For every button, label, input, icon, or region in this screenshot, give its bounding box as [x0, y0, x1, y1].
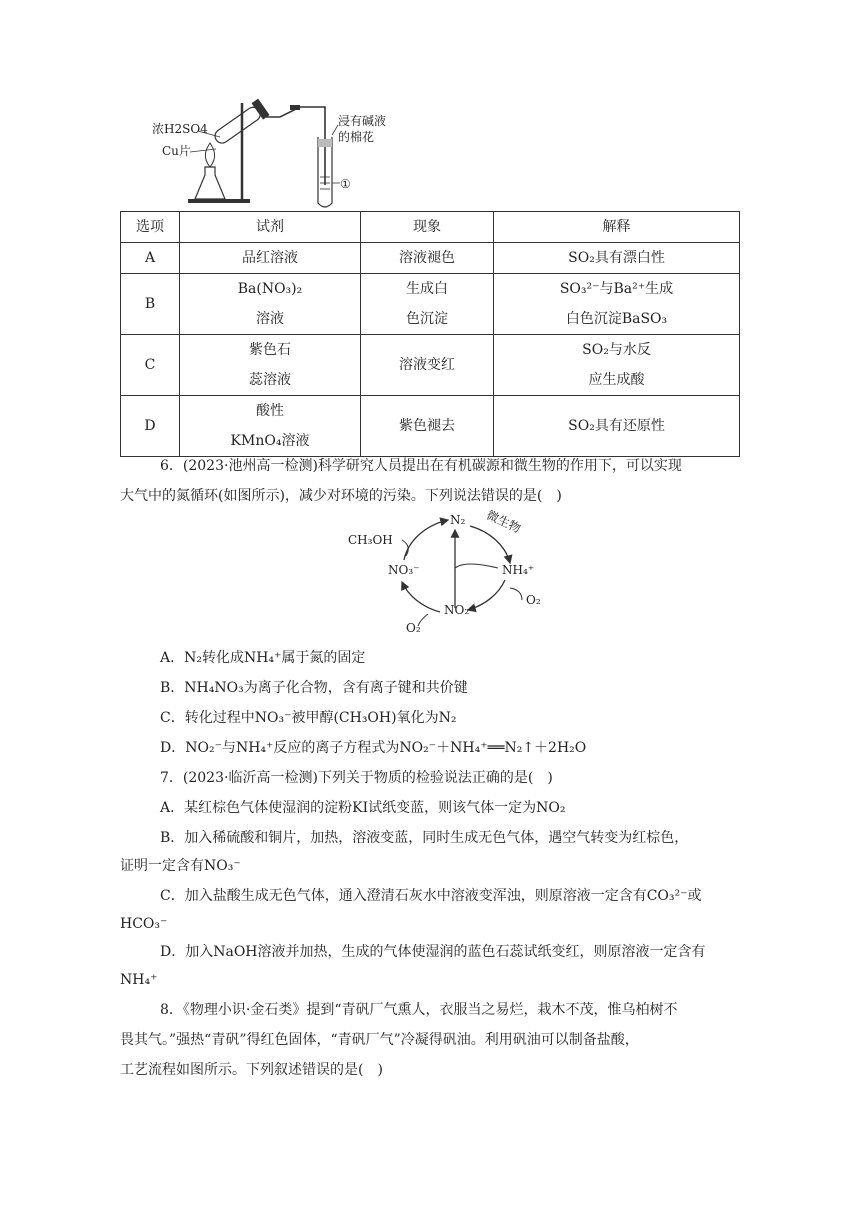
row-phenomenon-line: 色沉淀: [406, 311, 448, 327]
row-explanation: SO₂具有还原性: [494, 396, 740, 457]
n2-label: N₂: [450, 513, 466, 527]
branch-from-nh4: [455, 564, 498, 568]
q6-option-c: C．转化过程中NO₃⁻被甲醇(CH₃OH)氧化为N₂: [160, 710, 457, 726]
row-reagent-line: 紫色石: [249, 342, 291, 358]
arrow-no3-to-n2: [404, 520, 448, 560]
options-table: [120, 211, 740, 457]
row-option: D: [121, 396, 180, 457]
row-reagent: [180, 274, 361, 335]
row-reagent-line: KMnO₄溶液: [230, 433, 310, 449]
row-explanation-line: SO₃²⁻与Ba²⁺生成: [559, 281, 674, 297]
row-explanation: SO₂具有漂白性: [494, 243, 740, 274]
q7-option-b-line1: B．加入稀硫酸和铜片，加热，溶液变蓝，同时生成无色气体，遇空气转变为红棕色，: [160, 830, 689, 846]
header-reagent: 试剂: [180, 212, 361, 243]
nh4-label: NH₄⁺: [502, 563, 535, 577]
ch3oh-label: CH₃OH: [348, 533, 393, 547]
q6-option-a: A．N₂转化成NH₄⁺属于氮的固定: [160, 650, 366, 666]
cotton-plug: [318, 139, 332, 147]
q6-option-b: B．NH₄NO₃为离子化合物，含有离子键和共价键: [160, 680, 468, 696]
microbe-label: 微生物: [484, 507, 523, 536]
row-phenomenon: 溶液褪色: [361, 243, 494, 274]
q8-line1: 8．《物理小识·金石类》提到“青矾厂气熏人，衣服当之易烂，栽木不茂，惟乌柏树不: [160, 1002, 678, 1018]
arrow-n2-to-nh4: [470, 526, 510, 563]
q7-stem: 7．(2023·临沂高一检测)下列关于物质的检验说法正确的是( ): [160, 770, 553, 786]
o2-right-label: O₂: [526, 593, 541, 607]
cotton-label-1: 浸有碱液: [338, 114, 387, 128]
header-explanation: 解释: [494, 212, 740, 243]
table-row: [121, 243, 740, 274]
table-row: [121, 396, 740, 457]
q7-option-a: A．某红棕色气体使湿润的淀粉KI试纸变蓝，则该气体一定为NO₂: [160, 800, 566, 816]
row-option: C: [121, 335, 180, 396]
header-phenomenon: 现象: [361, 212, 494, 243]
no2-label: NO₂⁻: [444, 603, 476, 617]
q7-option-d-line1: D．加入NaOH溶液并加热，生成的气体使湿润的蓝色石蕊试纸变红，则原溶液一定含有: [160, 944, 706, 960]
row-explanation-line: SO₂与水反: [582, 342, 651, 358]
q6-stem-line1: 6．(2023·池州高一检测)科学研究人员提出在有机碳源和微生物的作用下，可以实现: [160, 458, 682, 474]
row-phenomenon: [361, 274, 494, 335]
apparatus-figure: [150, 95, 387, 215]
q7-option-b-line2: 证明一定含有NO₃⁻: [120, 858, 241, 874]
stand-base: [188, 199, 250, 203]
row-phenomenon-line: 生成白: [406, 281, 448, 297]
row-explanation-line: 应生成酸: [588, 372, 645, 388]
table-header-row: [121, 212, 740, 243]
row-reagent-line: 蕊溶液: [249, 372, 291, 388]
row-reagent: 品红溶液: [180, 243, 361, 274]
row-explanation: [494, 274, 740, 335]
no3-label: NO₃⁻: [388, 563, 420, 577]
q8-line3: 工艺流程如图所示。下列叙述错误的是( ): [120, 1062, 383, 1078]
delivery-tube: [266, 107, 325, 185]
header-option: 选项: [121, 212, 180, 243]
flame: [205, 143, 214, 167]
row-reagent-line: 酸性: [256, 403, 284, 419]
arrow-no2-to-no3: [402, 582, 440, 612]
row-option: B: [121, 274, 180, 335]
row-option: A: [121, 243, 180, 274]
row-phenomenon: 紫色褪去: [361, 396, 494, 457]
o2-left-label: O₂: [406, 621, 421, 635]
row-explanation: [494, 335, 740, 396]
row-reagent-line: Ba(NO₃)₂: [237, 281, 303, 297]
q7-option-c-line2: HCO₃⁻: [120, 916, 168, 932]
q6-stem-line2: 大气中的氮循环(如图所示)，减少对环境的污染。下列说法错误的是( ): [120, 488, 562, 504]
cu-label: Cu片: [162, 144, 191, 158]
q7-option-d-line2: NH₄⁺: [120, 972, 158, 988]
table-row: [121, 274, 740, 335]
row-reagent: [180, 396, 361, 457]
table-row: [121, 335, 740, 396]
row-phenomenon: 溶液变红: [361, 335, 494, 396]
q7-option-c-line1: C．加入盐酸生成无色气体，通入澄清石灰水中溶液变浑浊，则原溶液一定含有CO₃²⁻或: [160, 888, 702, 904]
reaction-tube: [212, 105, 263, 146]
q8-line2: 畏其气。”强热“青矾”得红色固体，“青矾厂气”冷凝得矾油。利用矾油可以制备盐酸，: [120, 1032, 639, 1048]
row-reagent-line: 溶液: [256, 311, 284, 327]
tube-label: ①: [340, 177, 351, 191]
q6-option-d: D．NO₂⁻与NH₄⁺反应的离子方程式为NO₂⁻＋NH₄⁺══N₂↑＋2H₂O: [160, 740, 587, 756]
acid-label: 浓H2SO4: [152, 122, 208, 136]
rubber-joint: [290, 105, 300, 110]
nitrogen-cycle-diagram: [340, 508, 560, 638]
cotton-label-2: 的棉花: [338, 130, 375, 144]
row-reagent: [180, 335, 361, 396]
row-explanation-line: 白色沉淀BaSO₃: [565, 311, 668, 327]
alcohol-lamp: [195, 167, 225, 199]
